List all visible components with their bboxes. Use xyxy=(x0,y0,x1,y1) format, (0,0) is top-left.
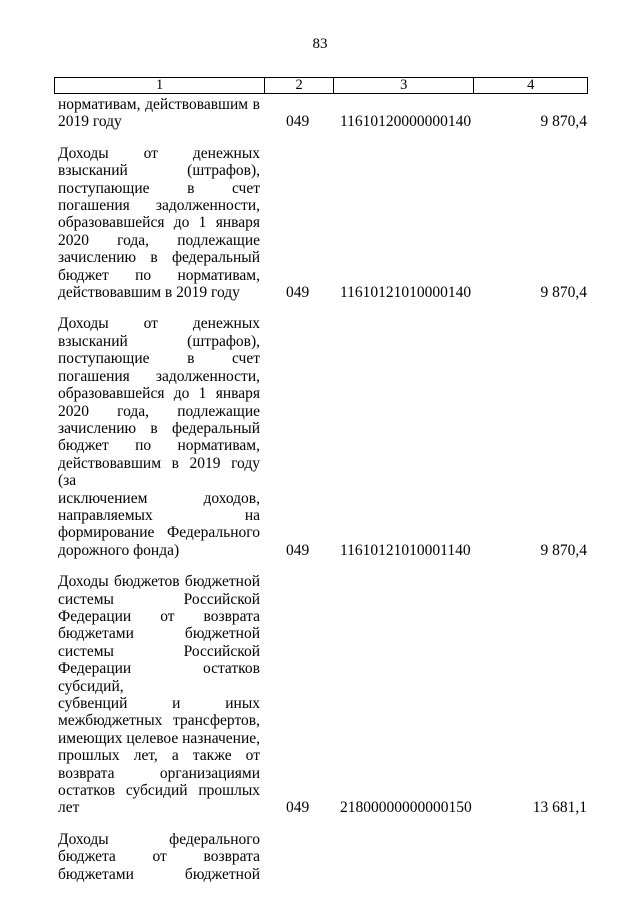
row-description xyxy=(58,145,260,302)
row-description xyxy=(58,315,260,559)
description-line: 2019 году xyxy=(58,113,122,131)
description-line: дорожного фонда) xyxy=(58,541,180,559)
amount-value: 13 681,1 xyxy=(532,799,587,817)
description-line: Доходы бюджетов бюджетной xyxy=(58,573,260,591)
description-line: действовавшим в 2019 году xyxy=(58,284,240,302)
description-line: Федерации остатков субсидий, xyxy=(58,660,260,695)
description-line: системы Российской xyxy=(58,590,260,608)
table-column-header xyxy=(54,77,588,94)
description-line: взысканий (штрафов), xyxy=(58,332,260,350)
description-line: бюджета от возврата xyxy=(58,848,260,866)
description-line: бюджетами бюджетной xyxy=(58,865,260,883)
description-line: зачислению в федеральный xyxy=(58,419,260,437)
admin-code: 049 xyxy=(286,284,310,302)
description-line: субвенций и иных xyxy=(58,695,260,712)
description-line: исключением доходов, xyxy=(58,489,260,507)
description-line: бюджетами бюджетной xyxy=(58,625,260,643)
description-line: погашения задолженности, xyxy=(58,197,260,215)
column-header-2: 2 xyxy=(264,78,333,93)
table-row xyxy=(0,96,640,131)
column-header-3: 3 xyxy=(333,78,473,93)
description-line: 2020 года, подлежащие xyxy=(58,231,260,249)
description-line: погашения задолженности, xyxy=(58,367,260,385)
column-header-1: 1 xyxy=(155,77,164,93)
description-line: нормативам, действовавшим в xyxy=(58,96,260,113)
row-description xyxy=(58,96,260,131)
description-line: бюджет по нормативам, xyxy=(58,266,260,284)
description-line: Доходы от денежных xyxy=(58,144,260,162)
description-line: формирование Федерального xyxy=(58,524,260,542)
description-line: поступающие в счет xyxy=(58,179,260,197)
description-line: 2020 года, подлежащие xyxy=(58,402,260,420)
description-line: Доходы федерального xyxy=(58,830,260,848)
description-line: образовавшейся до 1 января xyxy=(58,214,260,232)
budget-classification-code: 11610120000000140 xyxy=(340,113,472,131)
amount-value: 9 870,4 xyxy=(540,113,587,131)
admin-code: 049 xyxy=(286,541,310,559)
description-line: системы Российской xyxy=(58,642,260,660)
description-line: остатков субсидий прошлых xyxy=(58,782,260,800)
description-line: взысканий (штрафов), xyxy=(58,162,260,180)
description-line: имеющих целевое назначение, xyxy=(58,729,260,747)
description-line: Доходы от денежных xyxy=(58,315,260,333)
description-line: зачислению в федеральный xyxy=(58,249,260,267)
description-line: образовавшейся до 1 января xyxy=(58,385,260,403)
budget-classification-code: 11610121010000140 xyxy=(340,284,472,302)
budget-classification-code: 21800000000000150 xyxy=(340,799,472,817)
column-header-4: 4 xyxy=(473,78,587,93)
table-row xyxy=(0,573,640,817)
description-line: возврата организациями xyxy=(58,764,260,782)
row-description xyxy=(58,573,260,817)
description-line: бюджет по нормативам, xyxy=(58,437,260,455)
page-number: 83 xyxy=(312,36,328,52)
amount-value: 9 870,4 xyxy=(540,284,587,302)
description-line: направляемых на xyxy=(58,506,260,524)
table-row xyxy=(0,145,640,302)
budget-classification-code: 11610121010001140 xyxy=(340,541,471,559)
row-description xyxy=(58,831,260,883)
admin-code: 049 xyxy=(286,113,310,131)
description-line: лет xyxy=(58,799,80,817)
table-row xyxy=(0,831,640,883)
description-line: поступающие в счет xyxy=(58,350,260,368)
admin-code: 049 xyxy=(286,799,310,817)
description-line: прошлых лет, а также от xyxy=(58,747,260,765)
description-line: Федерации от возврата xyxy=(58,607,260,625)
description-line: межбюджетных трансфертов, xyxy=(58,712,260,730)
amount-value: 9 870,4 xyxy=(540,541,587,559)
table-body xyxy=(0,96,640,883)
table-row xyxy=(0,315,640,559)
description-line: действовавшим в 2019 году (за xyxy=(58,454,260,490)
